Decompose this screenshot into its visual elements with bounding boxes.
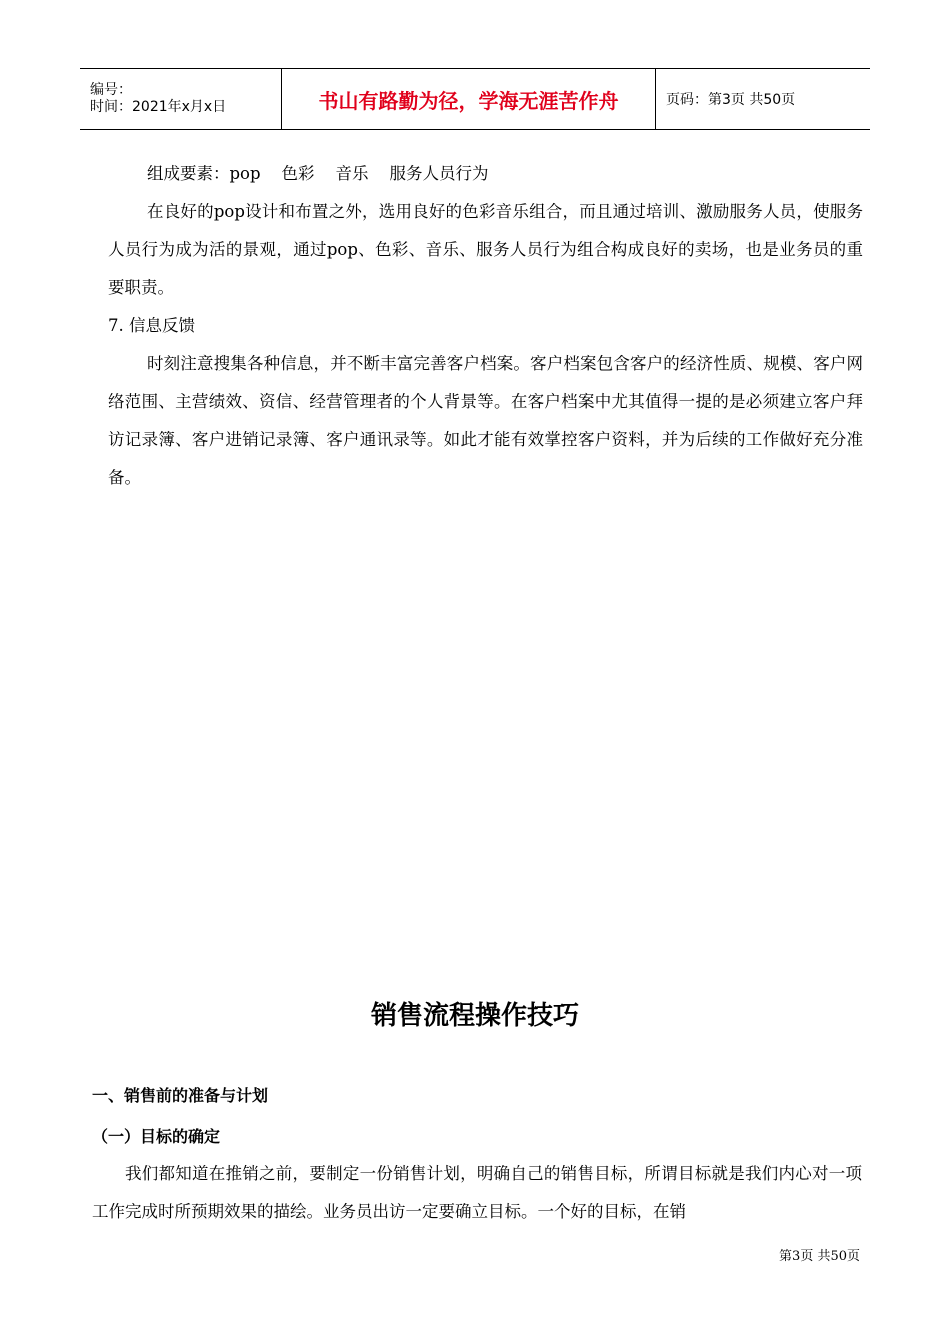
- serial-label: 编号：: [90, 82, 132, 98]
- paragraph-pop: 在良好的pop设计和布置之外，选用良好的色彩音乐组合，而且通过培训、激励服务人员，使服务人员行为成为活的景观，通过pop、色彩、音乐、服务人员行为组合构成良好的卖场，也是业务员的重要职责。: [108, 202, 863, 297]
- header-motto: [282, 69, 656, 129]
- main-content: [108, 155, 863, 497]
- date-label: 时间：2021年x月x日: [90, 99, 227, 115]
- page-header: [80, 68, 870, 130]
- heading-level-1: 一、销售前的准备与计划: [92, 1086, 269, 1105]
- paragraph-info-feedback: 时刻注意搜集各种信息，并不断丰富完善客户档案。客户档案包含客户的经济性质、规模、客户网络范围、主营绩效、资信、经营管理者的个人背景等。在客户档案中尤其值得一提的是必须建立客户拜访记录簿、客户进销记录簿、客户通讯录等。如此才能有效掌控客户资料，并为后续的工作做好充分准备。: [108, 354, 863, 487]
- page-label: 页码：第3页 共50页: [666, 92, 796, 108]
- paragraph-goal: 我们都知道在推销之前，要制定一份销售计划，明确自己的销售目标，所谓目标就是我们内心对一项工作完成时所预期效果的描绘。业务员出访一定要确立目标。一个好的目标，在销: [92, 1164, 862, 1221]
- elements-line: 组成要素：pop 色彩 音乐 服务人员行为: [147, 164, 489, 183]
- header-page: [656, 69, 870, 129]
- heading-level-2: （一）目标的确定: [92, 1127, 221, 1146]
- motto-text: 书山有路勤为径，学海无涯苦作舟: [318, 88, 619, 113]
- section-title: 销售流程操作技巧: [370, 1001, 579, 1031]
- item-7-heading: 7. 信息反馈: [108, 316, 195, 335]
- header-meta: [80, 69, 282, 129]
- section-body: [92, 1155, 862, 1231]
- page-footer: 第3页 共50页: [779, 1249, 860, 1264]
